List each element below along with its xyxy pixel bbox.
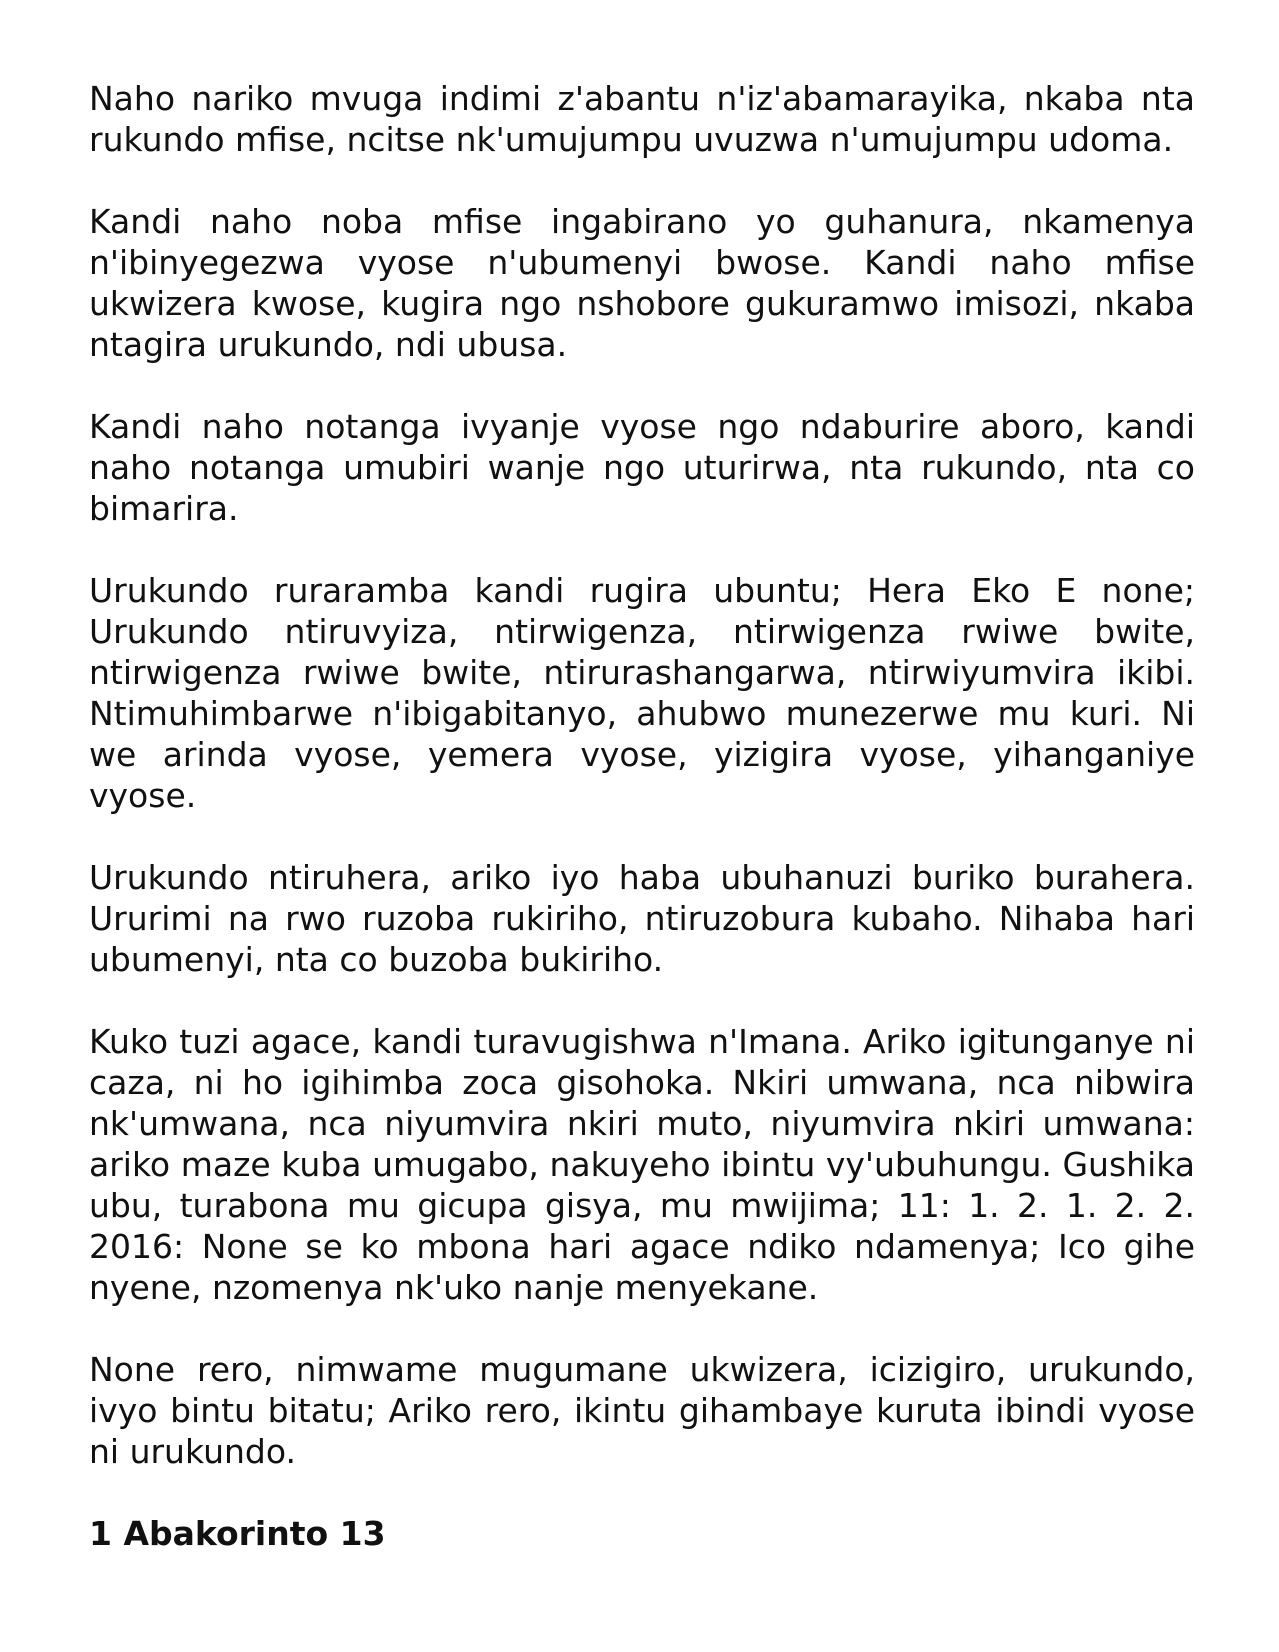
paragraph-7: None rero, nimwame mugumane ukwizera, icizigiro, urukundo, ivyo bintu bitatu; Ariko rero, ikintu gihambaye kuruta ibindi vyose ni urukundo.	[89, 1350, 1195, 1471]
paragraph-3: Kandi naho notanga ivyanje vyose ngo ndaburire aboro, kandi naho notanga umubiri wanje ngo uturirwa, nta rukundo, nta co bimarira.	[89, 407, 1195, 528]
paragraph-5: Urukundo ntiruhera, ariko iyo haba ubuhanuzi buriko burahera. Ururimi na rwo ruzoba rukiriho, ntiruzobura kubaho. Nihaba hari ubumenyi, nta co buzoba bukiriho.	[89, 858, 1195, 979]
paragraph-1: Naho nariko mvuga indimi z'abantu n'iz'abamarayika, nkaba nta rukundo mfise, ncitse nk'umujumpu uvuzwa n'umujumpu udoma.	[89, 79, 1195, 159]
document-page	[89, 78, 1195, 1554]
paragraph-2: Kandi naho noba mfise ingabirano yo guhanura, nkamenya n'ibinyegezwa vyose n'ubumenyi bwose. Kandi naho mfise ukwizera kwose, kugira ngo nshobore gukuramwo imisozi, nkaba ntagira urukundo, ndi ubusa.	[89, 202, 1195, 364]
scripture-reference: 1 Abakorinto 13	[89, 1514, 386, 1553]
paragraph-6: Kuko tuzi agace, kandi turavugishwa n'Imana. Ariko igitunganye ni caza, ni ho igihimba zoca gisohoka. Nkiri umwana, nca nibwira nk'umwana, nca niyumvira nkiri muto, niyumvira nkiri umwana: ariko maze kuba umugabo, nakuyeho ibintu vy'ubuhungu. Gushika ubu, turabona mu gicupa gisya, mu mwijima; 11: 1. 2. 1. 2. 2. 2016: None se ko mbona hari agace ndiko ndamenya; Ico gihe nyene, nzomenya nk'uko nanje menyekane.	[89, 1022, 1195, 1307]
paragraph-4: Urukundo ruraramba kandi rugira ubuntu; Hera Eko E none; Urukundo ntiruvyiza, ntirwigenza, ntirwigenza rwiwe bwite, ntirwigenza rwiwe bwite, ntirurashangarwa, ntirwiyumvira ikibi. Ntimuhimbarwe n'ibigabitanyo, ahubwo munezerwe mu kuri. Ni we arinda vyose, yemera vyose, yizigira vyose, yihanganiye vyose.	[89, 571, 1195, 815]
